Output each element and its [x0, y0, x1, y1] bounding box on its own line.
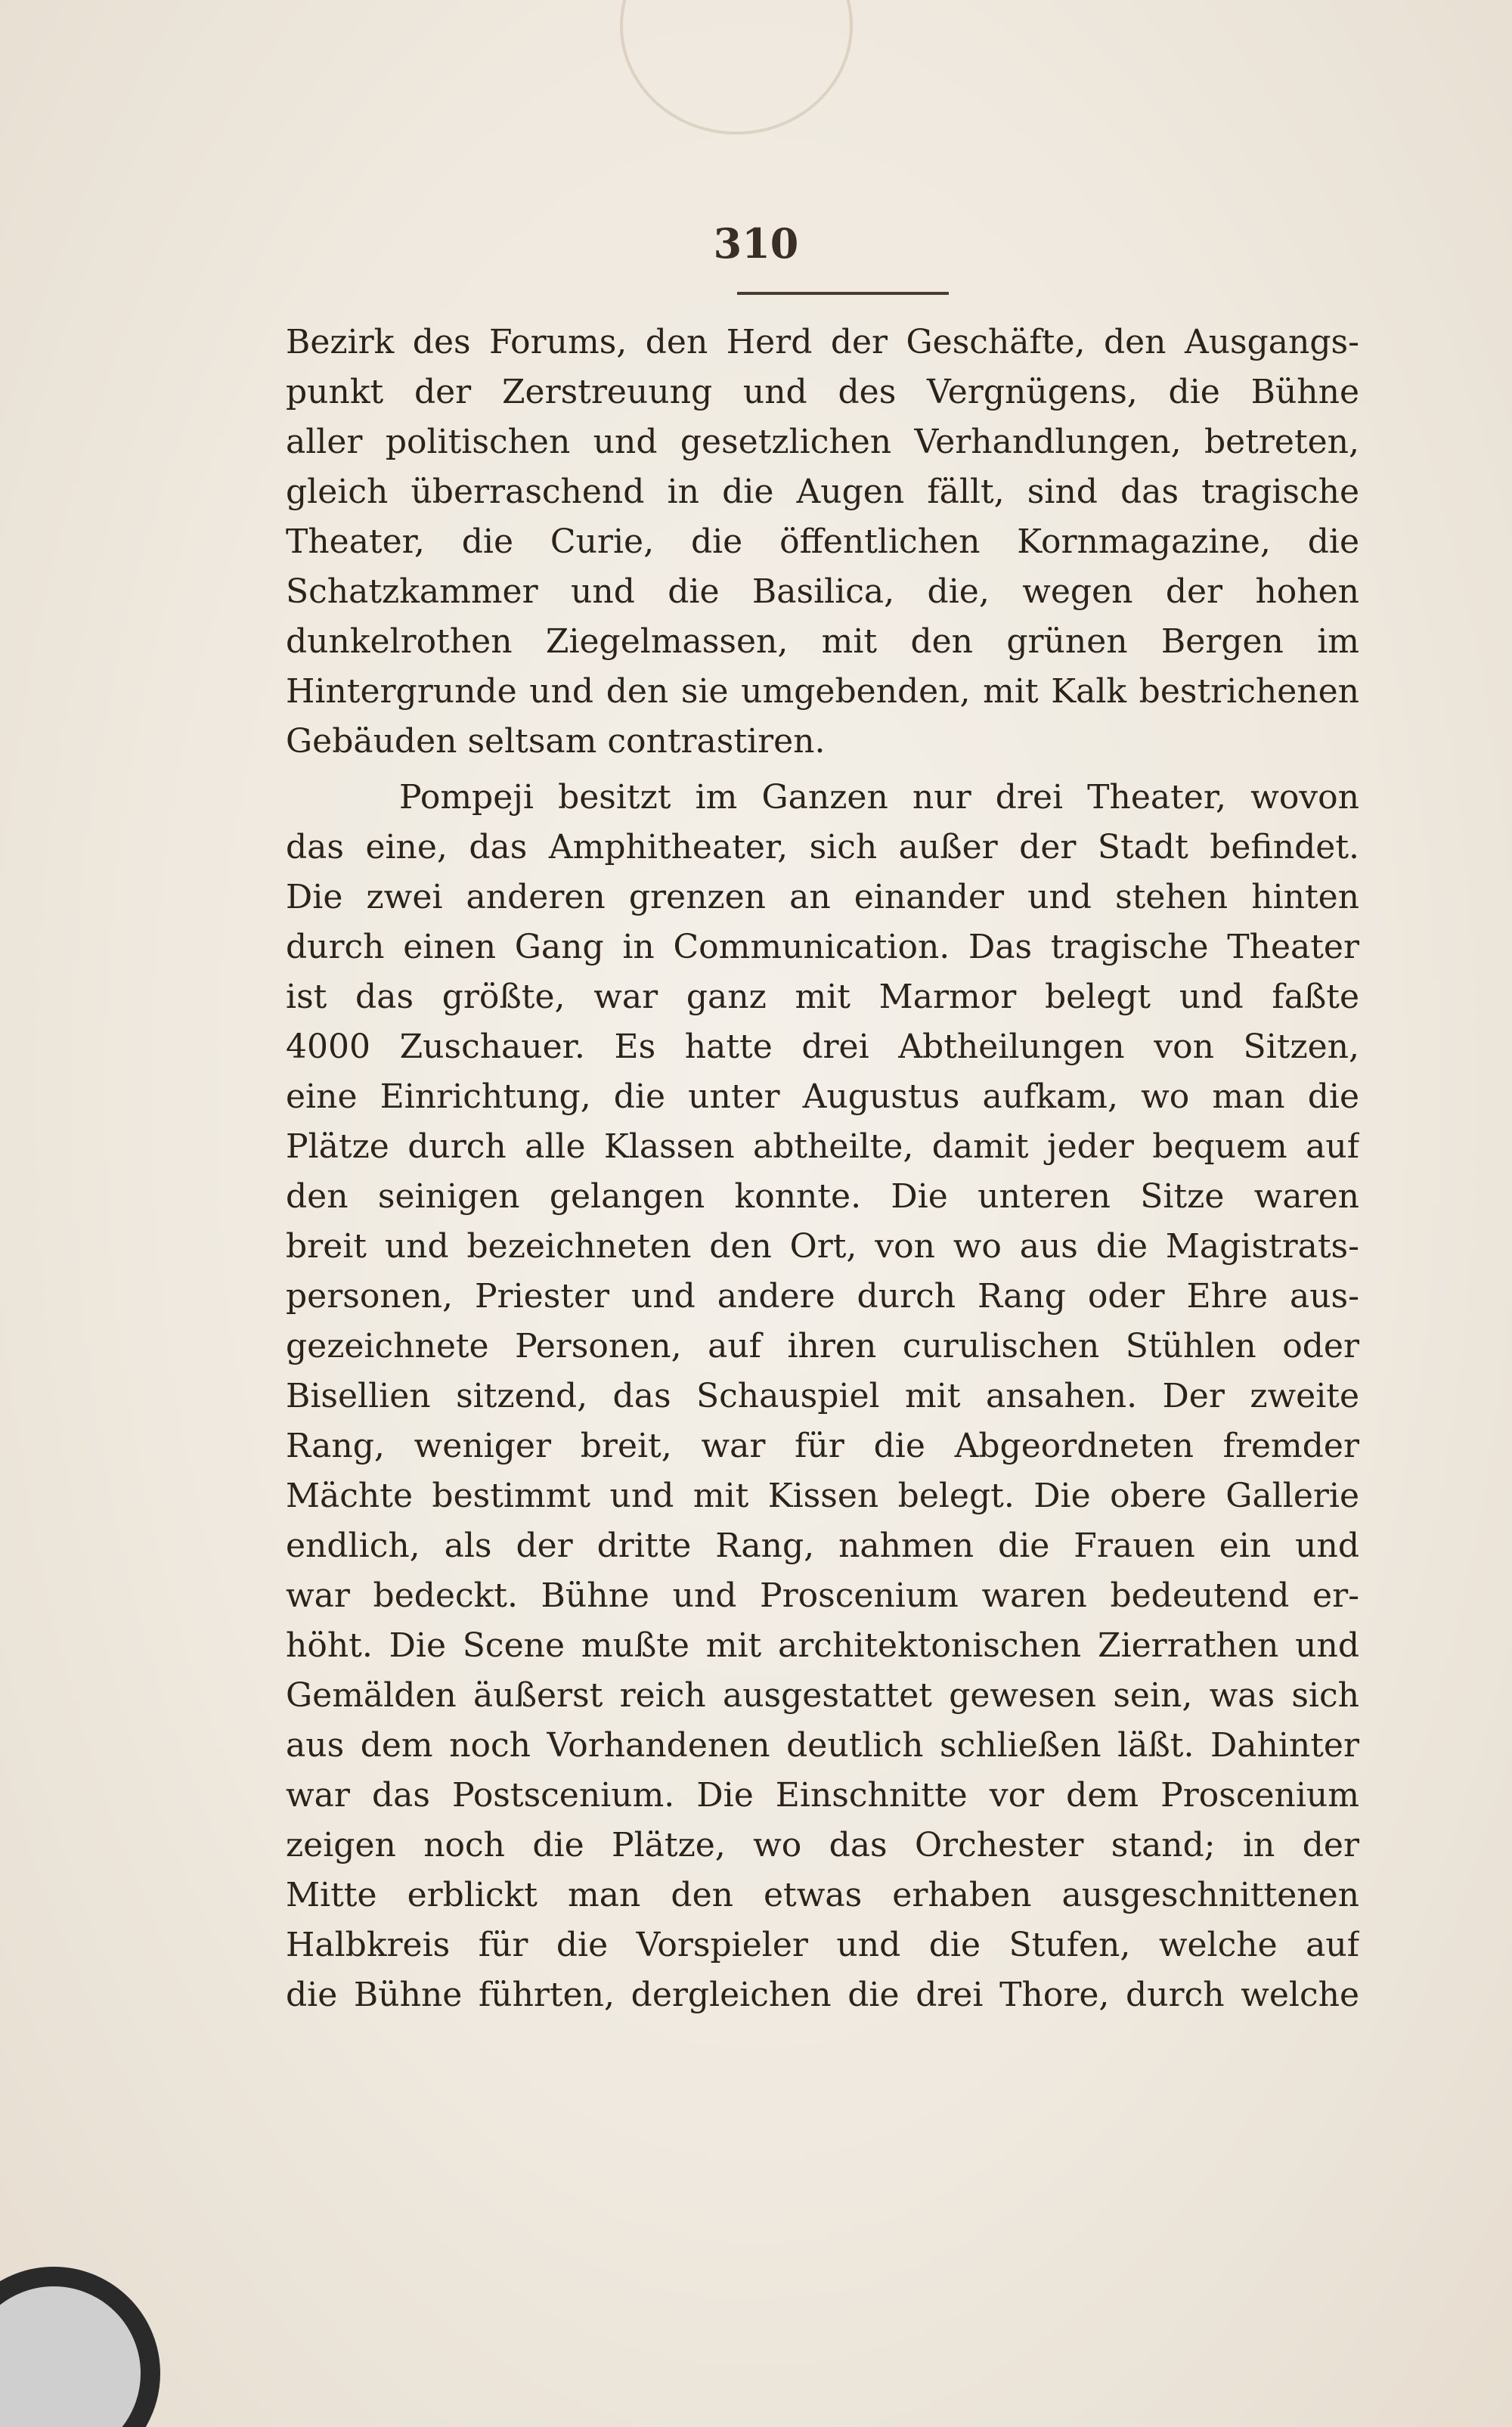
page-number: 310	[713, 219, 799, 268]
text-line: personen, Priester und andere durch Rang oder Ehre aus-	[286, 1277, 1359, 1316]
text-line: breit und bezeichneten den Ort, von wo aus die Magistrats-	[286, 1227, 1359, 1266]
text-line: Halbkreis für die Vorspieler und die Stufen, welche auf	[286, 1926, 1359, 1964]
text-line: Hintergrunde und den sie umgebenden, mit Kalk bestrichenen	[286, 672, 1359, 711]
paragraph-2	[286, 773, 1359, 2020]
paper-stain	[620, 0, 853, 135]
text-line: durch einen Gang in Communication. Das tragische Theater	[286, 928, 1359, 966]
text-line: Mächte bestimmt und mit Kissen belegt. Die obere Gallerie	[286, 1477, 1359, 1515]
text-line: die Bühne führten, dergleichen die drei Thore, durch welche	[286, 1976, 1359, 2014]
text-line: aus dem noch Vorhandenen deutlich schließen läßt. Dahinter	[286, 1726, 1359, 1765]
text-line: war das Postscenium. Die Einschnitte vor dem Proscenium	[286, 1776, 1359, 1815]
text-line: gleich überraschend in die Augen fällt, sind das tragische	[286, 473, 1359, 511]
text-line: 4000 Zuschauer. Es hatte drei Abtheilungen von Sitzen,	[286, 1028, 1359, 1066]
text-line: Gemälden äußerst reich ausgestattet gewesen sein, was sich	[286, 1676, 1359, 1715]
text-line: punkt der Zerstreuung und des Vergnügens, die Bühne	[286, 373, 1359, 411]
text-line: zeigen noch die Plätze, wo das Orchester stand; in der	[286, 1826, 1359, 1864]
text-line: das eine, das Amphitheater, sich außer der Stadt befindet.	[286, 828, 1359, 866]
header-rule	[737, 292, 949, 295]
text-line: Bezirk des Forums, den Herd der Geschäfte, den Ausgangs-	[286, 323, 1359, 361]
text-line: Die zwei anderen grenzen an einander und stehen hinten	[286, 878, 1359, 916]
text-line: aller politischen und gesetzlichen Verhandlungen, betreten,	[286, 423, 1359, 461]
text-line: gezeichnete Personen, auf ihren curulischen Stühlen oder	[286, 1327, 1359, 1365]
text-line: Schatzkammer und die Basilica, die, wegen der hohen	[286, 572, 1359, 611]
text-line: Mitte erblickt man den etwas erhaben ausgeschnittenen	[286, 1876, 1359, 1914]
text-line: Rang, weniger breit, war für die Abgeordneten fremder	[286, 1427, 1359, 1465]
text-line: ist das größte, war ganz mit Marmor belegt und faßte	[286, 978, 1359, 1016]
text-line: Pompeji besitzt im Ganzen nur drei Theater, wovon	[399, 778, 1359, 817]
text-line: Gebäuden seltsam contrastiren.	[286, 722, 826, 761]
text-line: eine Einrichtung, die unter Augustus aufkam, wo man die	[286, 1077, 1359, 1116]
text-line: den seinigen gelangen konnte. Die unteren Sitze waren	[286, 1177, 1359, 1216]
text-line: Plätze durch alle Klassen abtheilte, damit jeder bequem auf	[286, 1127, 1359, 1166]
text-line: war bedeckt. Bühne und Proscenium waren bedeutend er-	[286, 1576, 1359, 1615]
text-line: höht. Die Scene mußte mit architektonischen Zierrathen und	[286, 1626, 1359, 1665]
text-line: Theater, die Curie, die öffentlichen Kornmagazine, die	[286, 522, 1359, 561]
paragraph-1	[286, 318, 1359, 767]
text-line: dunkelrothen Ziegelmassen, mit den grünen Bergen im	[286, 622, 1359, 661]
text-line: endlich, als der dritte Rang, nahmen die Frauen ein und	[286, 1527, 1359, 1565]
scan-corner-mark	[0, 2267, 160, 2427]
body-text	[286, 318, 1359, 2020]
text-line: Bisellien sitzend, das Schauspiel mit ansahen. Der zweite	[286, 1377, 1359, 1415]
